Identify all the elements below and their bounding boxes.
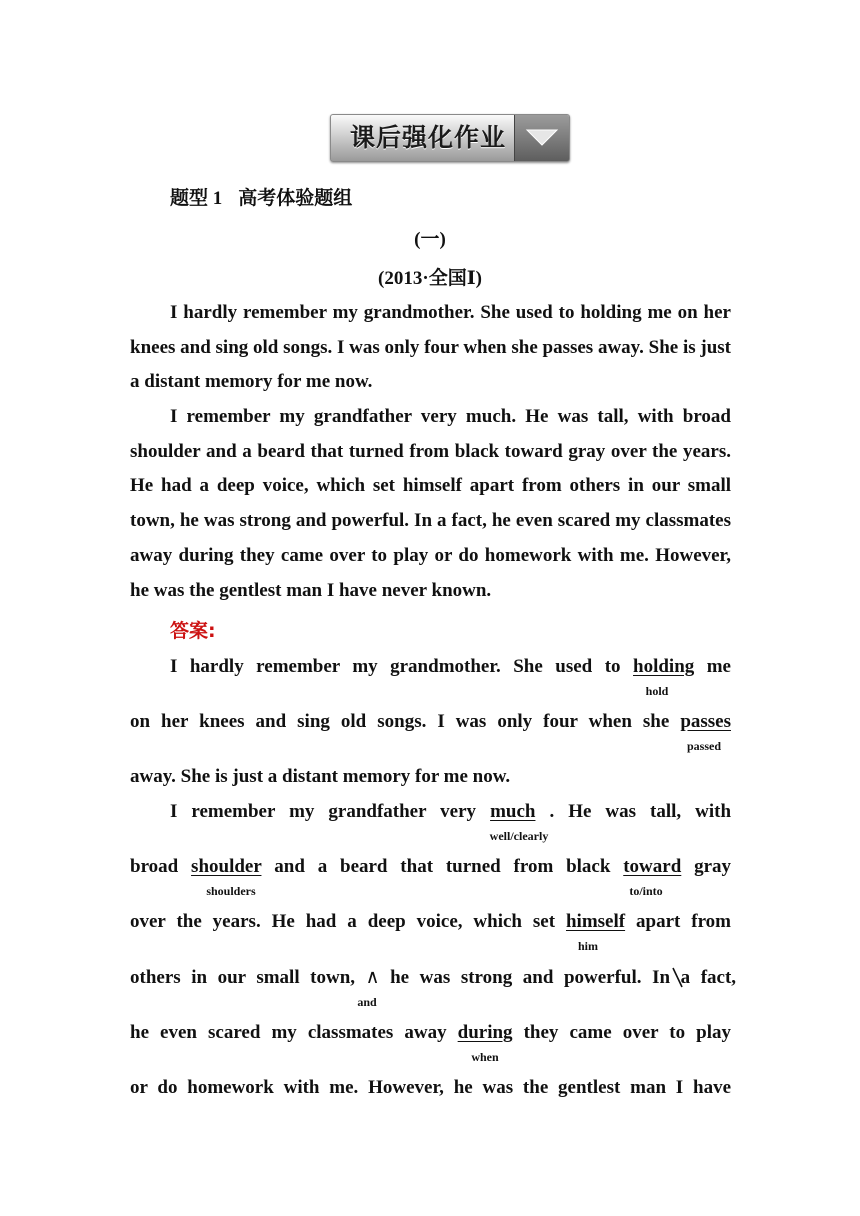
deletion-slash-icon — [670, 966, 686, 990]
banner-title: 课后强化作业 — [349, 123, 506, 152]
error-word: much — [490, 801, 536, 822]
answer-line: broad shoulder and a beard that turned from black toward gray — [130, 856, 732, 877]
answer-line: others in our small town, ∧ he was strong and powerful. In a fact, — [130, 967, 737, 988]
chevron-down-icon — [514, 115, 569, 161]
error-word: himself — [565, 911, 626, 932]
answer-line: over the years. He had a deep voice, which set himself apart from — [130, 911, 732, 932]
answer-line: he even scared my classmates away during they came over to play — [130, 1022, 731, 1043]
answer-line: or do homework with me. However, he was the gentlest man I have — [130, 1077, 731, 1098]
heading-number: 题型 1 — [170, 188, 223, 209]
correction: him — [577, 939, 599, 953]
answer-line: I remember my grandfather very much . He was tall, with — [170, 801, 732, 822]
error-word: holding — [633, 656, 695, 677]
answer-line: on her knees and sing old songs. I was only four when she passes — [130, 711, 731, 732]
error-word: toward — [623, 856, 682, 877]
correction: shoulders — [206, 884, 256, 898]
struck-word: a — [680, 967, 691, 988]
source-label: (2013·全国Ⅰ) — [378, 268, 482, 289]
section-label: (一) — [414, 229, 446, 250]
answer-label: 答案: — [170, 620, 216, 642]
correction: and — [357, 995, 377, 1009]
heading-title: 高考体验题组 — [238, 187, 353, 209]
error-word: shoulder — [191, 856, 262, 877]
error-word: passes — [680, 711, 731, 732]
correction: hold — [645, 684, 669, 698]
section-heading — [170, 183, 352, 210]
insertion-caret: ∧ — [365, 967, 380, 988]
homework-banner — [330, 114, 570, 162]
passage-paragraph-2: I remember my grandfather very much. He was tall, with broad shoulder and a beard that turned from black toward gray over the years. He had a deep voice, which set himself apart from others in our small town, he was strong and powerful. In a fact, he even scared my classmates away during they came over to play or do homework with me. However, he was the gentlest man I have never known. — [130, 406, 731, 601]
correction: when — [471, 1050, 499, 1064]
correction: to/into — [629, 884, 663, 898]
answer-line: I hardly remember my grandmother. She used to holding me — [170, 656, 731, 677]
correction: passed — [686, 739, 722, 753]
answer-line: away. She is just a distant memory for me now. — [130, 766, 511, 787]
passage-paragraph-1: I hardly remember my grandmother. She used to holding me on her knees and sing old songs. I was only four when she passes away. She is just a distant memory for me now. — [130, 302, 731, 393]
correction: well/clearly — [489, 829, 549, 843]
error-word: during — [457, 1022, 513, 1043]
